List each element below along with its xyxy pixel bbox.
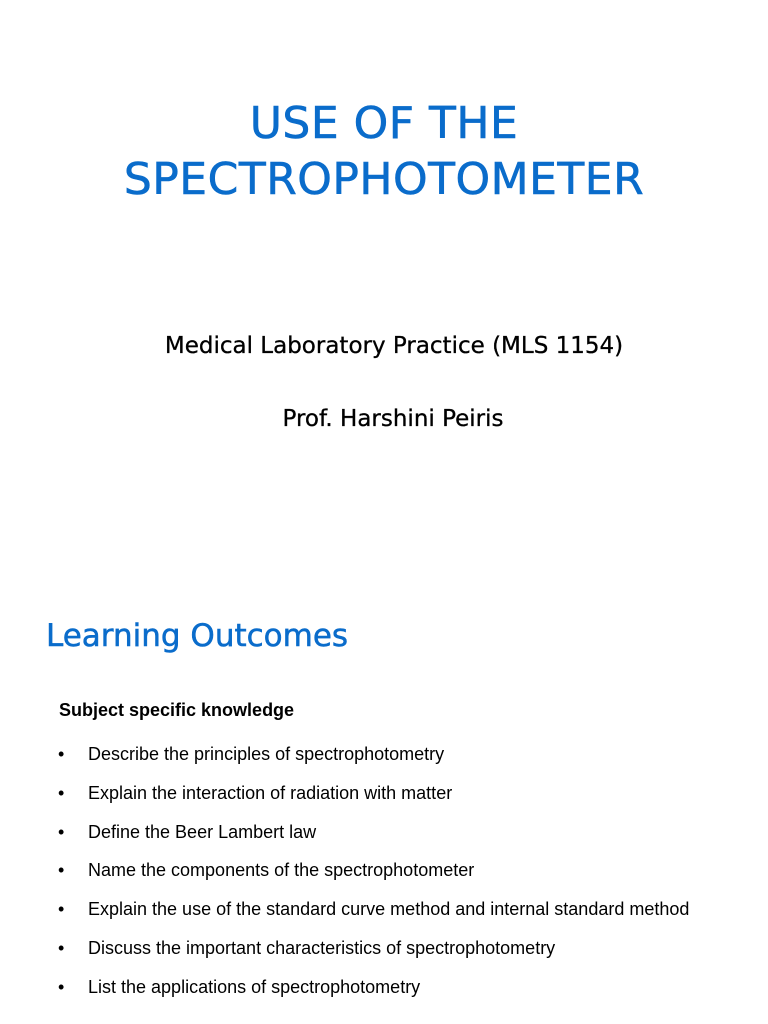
- learning-outcomes-heading: Learning Outcomes: [46, 618, 349, 654]
- outcome-text: Discuss the important characteristics of spectrophotometry: [88, 937, 556, 958]
- outcome-text: Describe the principles of spectrophotometry: [88, 744, 445, 764]
- outcome-text: Explain the interaction of radiation with matter: [88, 782, 453, 803]
- course-name: Medical Laboratory Practice (MLS 1154): [164, 333, 624, 359]
- list-item: [58, 851, 708, 890]
- list-item: [58, 774, 708, 813]
- list-item: [58, 968, 708, 1007]
- list-item: [58, 813, 708, 852]
- list-item: [58, 735, 708, 774]
- list-item: [58, 929, 708, 968]
- list-item: [58, 890, 708, 929]
- bullet-icon: •: [58, 937, 65, 958]
- learning-outcomes-slide: [0, 576, 768, 1024]
- section-label: Subject specific knowledge: [59, 700, 295, 720]
- bullet-icon: •: [58, 744, 65, 764]
- outcomes-list: [58, 735, 708, 1007]
- bullet-icon: •: [58, 821, 65, 842]
- bullet-icon: •: [58, 860, 65, 881]
- outcome-text: Name the components of the spectrophotometer: [88, 860, 475, 881]
- author-name: Prof. Harshini Peiris: [282, 406, 504, 432]
- slide-title-line-2: SPECTROPHOTOMETER: [123, 154, 645, 205]
- bullet-icon: •: [58, 976, 65, 997]
- outcome-text: List the applications of spectrophotometry: [88, 976, 421, 997]
- outcome-text: Define the Beer Lambert law: [88, 821, 317, 842]
- bullet-icon: •: [58, 899, 65, 920]
- bullet-icon: •: [58, 782, 65, 803]
- outcome-text: Explain the use of the standard curve method and internal standard method: [88, 899, 690, 920]
- slide-title: [0, 96, 768, 208]
- slide-title-line-1: USE OF THE: [249, 98, 519, 149]
